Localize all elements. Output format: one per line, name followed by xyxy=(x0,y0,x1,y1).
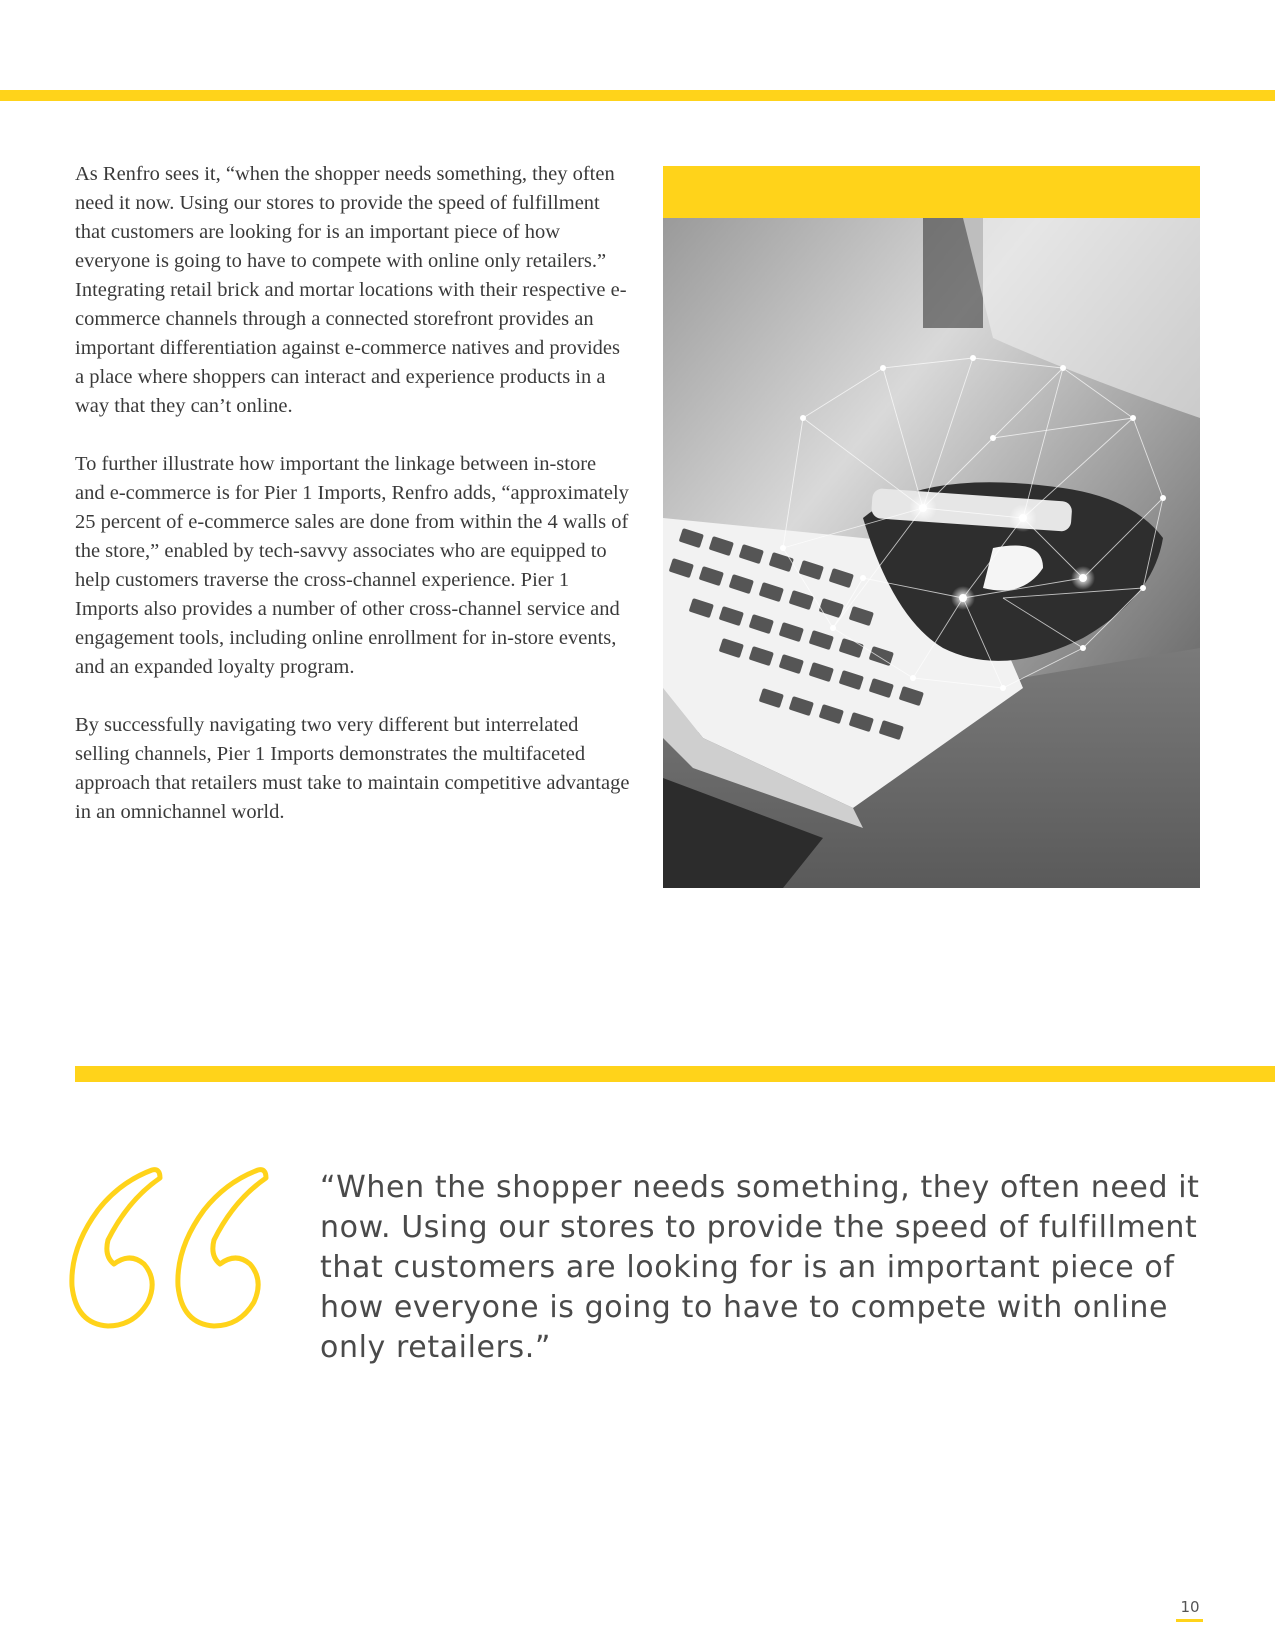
article-paragraph-2: To further illustrate how important the linkage between in-store and e-commerce is for Pier 1 Imports, Renfro adds, “approximately 25 percent of e-commerce sales are done from within the 4 walls of the store,” enabled by tech-savvy associates who are equipped to help customers traverse the cross-channel experience. Pier 1 Imports also provides a number of other cross-channel service and engagement tools, including online enrollment for in-store events, and an expanded loyalty program. xyxy=(75,453,629,678)
section-accent-rule xyxy=(75,1066,1275,1082)
hand-holding-phone-photo xyxy=(663,218,1200,888)
open-quote-icon xyxy=(68,1160,278,1340)
photo-accent-band xyxy=(663,166,1200,218)
top-accent-rule xyxy=(0,90,1275,101)
feature-photo-block xyxy=(663,166,1200,888)
article-paragraph-3: By successfully navigating two very different but interrelated selling channels, Pier 1 Imports demonstrates the multifaceted approach that retailers must take to maintain competitive advantage in an omnichannel world. xyxy=(75,714,630,823)
page-number: 10 xyxy=(1180,1598,1200,1616)
pull-quote-text: “When the shopper needs something, they often need it now. Using our stores to provide the speed of fulfillment that customers are looking for is an important piece of how everyone is going to have to compete with online only retailers.” xyxy=(320,1170,1200,1365)
article-paragraph-1: As Renfro sees it, “when the shopper needs something, they often need it now. Using our stores to provide the speed of fulfillment that customers are looking for is an important piece of how everyone is going to have to compete with online only retailers.” Integrating retail brick and mortar locations with their respective e-commerce channels through a connected storefront provides an important differentiation against e-commerce natives and provides a place where shoppers can interact and experience products in a way that they can’t online. xyxy=(75,163,627,417)
page-number-underline xyxy=(1176,1619,1203,1622)
article-body xyxy=(75,160,630,856)
